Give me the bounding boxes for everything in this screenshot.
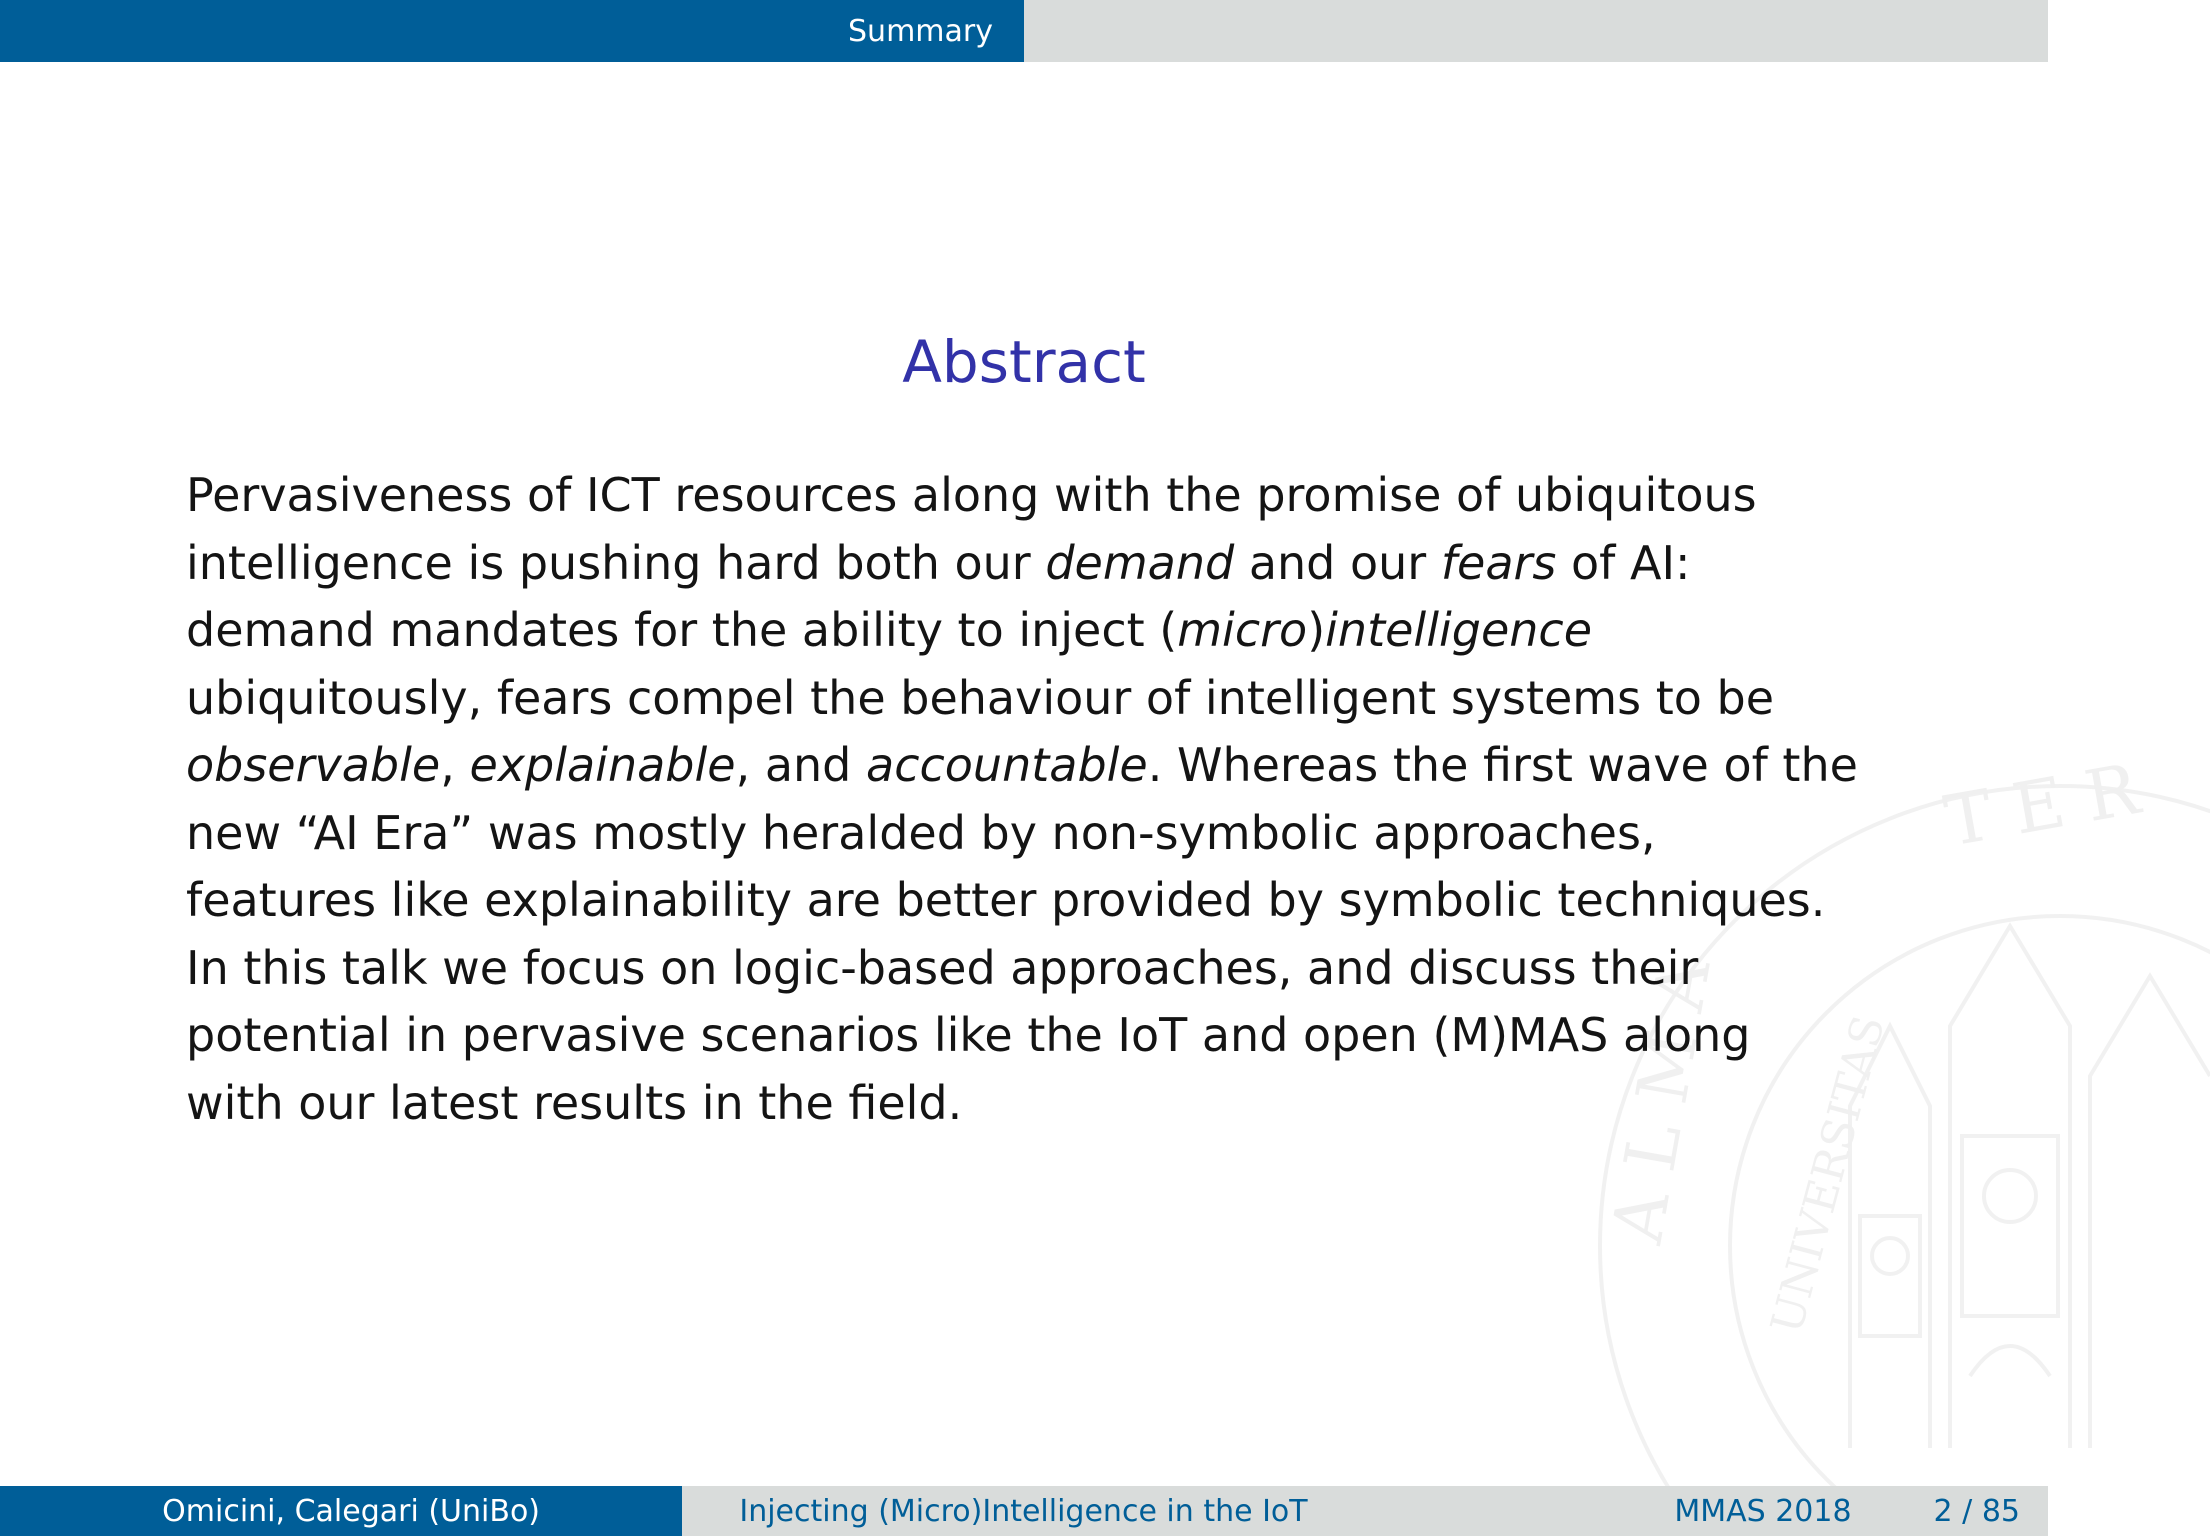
- text-run: demand mandates for the ability to inject (: [186, 603, 1178, 657]
- abstract-line: In this talk we focus on logic-based approaches, and discuss their: [186, 940, 1699, 995]
- emphasis-fears: fears: [1440, 535, 1557, 590]
- abstract-line: new “AI Era” was mostly heralded by non-symbolic approaches,: [186, 805, 1656, 860]
- abstract-line: features like explainability are better provided by symbolic techniques.: [186, 873, 1826, 927]
- emphasis-demand: demand: [1045, 535, 1235, 590]
- emphasis-micro: micro: [1177, 603, 1308, 657]
- svg-text:A L M A: A L M A: [1595, 953, 1727, 1249]
- abstract-title: Abstract: [902, 328, 1146, 396]
- abstract-text: [186, 462, 1906, 1137]
- footer-title-text: Injecting (Micro)Intelligence in the IoT: [739, 1493, 1308, 1529]
- text-run: . Whereas the first wave of the: [1147, 738, 1858, 792]
- text-run: , and: [735, 738, 866, 792]
- text-run: intelligence is pushing hard both our: [186, 535, 1046, 590]
- abstract-line: ubiquitously, fears compel the behaviour of intelligent systems to be: [186, 670, 1775, 725]
- emphasis-explainable: explainable: [469, 738, 736, 792]
- emphasis-intelligence: intelligence: [1325, 603, 1592, 657]
- nav-section-label: Summary: [848, 13, 993, 49]
- text-run: ): [1307, 603, 1326, 657]
- abstract-line: Pervasiveness of ICT resources along with the promise of ubiquitous: [186, 468, 1757, 522]
- emphasis-accountable: accountable: [866, 738, 1148, 792]
- footer-title: [682, 1486, 1365, 1536]
- abstract-line: [186, 597, 1906, 665]
- footer-bar: [0, 1486, 2048, 1536]
- header-bar: [0, 0, 2048, 62]
- abstract-line: potential in pervasive scenarios like the IoT and open (M)MAS along: [186, 1008, 1751, 1062]
- text-run: ,: [440, 738, 470, 792]
- footer-authors-text: Omicini, Calegari (UniBo): [162, 1493, 540, 1529]
- text-run: and our: [1234, 535, 1441, 590]
- nav-section-summary[interactable]: [0, 0, 1024, 62]
- abstract-line: with our latest results in the field.: [186, 1075, 963, 1130]
- footer-authors: [0, 1486, 682, 1536]
- abstract-line: [186, 530, 1906, 598]
- footer-venue-page: [1365, 1486, 2048, 1536]
- emphasis-observable: observable: [186, 738, 441, 792]
- nav-section-empty: [1024, 0, 2048, 62]
- page-number: 2 / 85: [1933, 1493, 2020, 1529]
- svg-text:UNIVERSITAS: UNIVERSITAS: [1761, 1010, 1896, 1339]
- abstract-line: [186, 732, 1906, 800]
- text-run: of AI:: [1556, 535, 1691, 590]
- footer-venue: MMAS 2018: [1674, 1493, 1852, 1529]
- svg-text:T E R: T E R: [1938, 748, 2145, 863]
